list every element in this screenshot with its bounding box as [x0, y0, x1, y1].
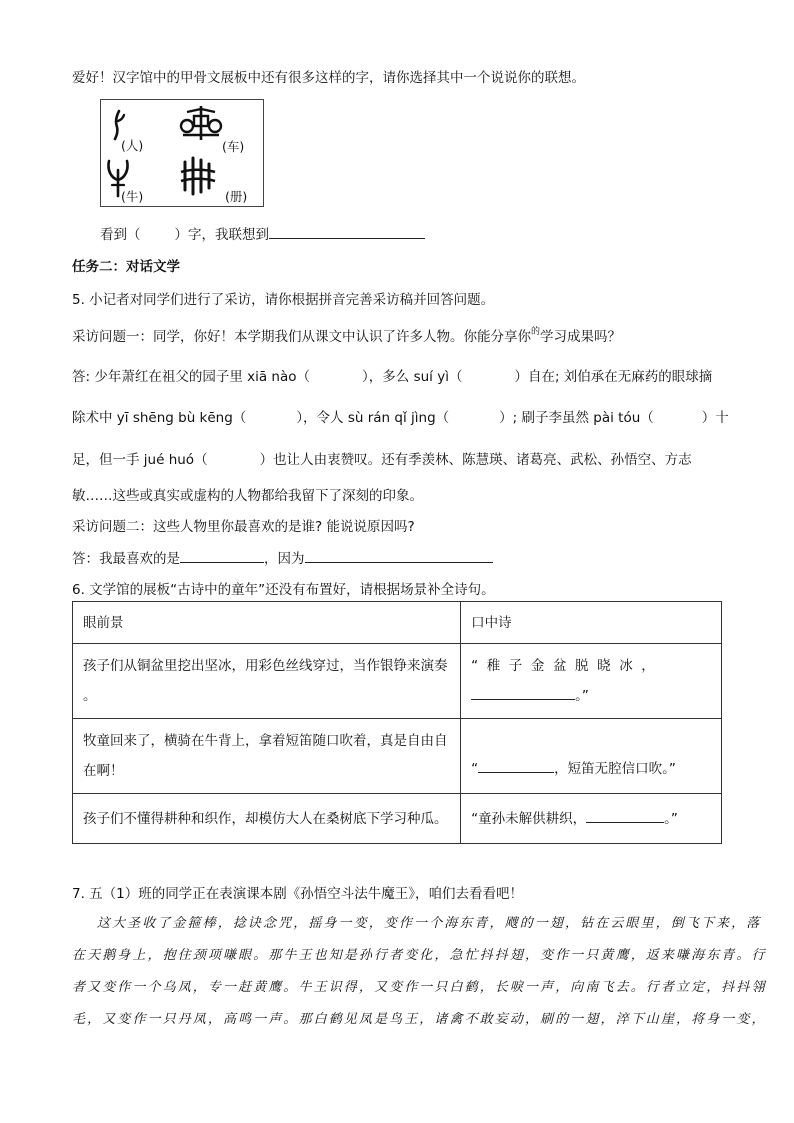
q5-ask1-text: 采访问题一：同学，你好！本学期我们从课文中认识了许多人物。你能分享你: [72, 329, 531, 345]
poem-cell: [461, 719, 722, 794]
poem-cell: [461, 644, 722, 719]
oracle-volume-glyph: [179, 156, 217, 196]
scene-cell: [73, 719, 461, 794]
glyph-label-volume: (册): [225, 189, 248, 204]
q5-ask2: 采访问题二：这些人物里你最喜欢的是谁? 能说说原因吗?: [72, 519, 415, 535]
q5-line1: [72, 365, 712, 385]
table-header-row: [73, 602, 722, 644]
oracle-bone-image: [100, 99, 264, 207]
poem-2-blank[interactable]: [478, 758, 554, 773]
favorite-blank[interactable]: [180, 548, 264, 563]
poem-3-blank[interactable]: [586, 808, 664, 823]
q5-line1-c: ）自在; 刘伯承在无麻药的眼球摘: [514, 369, 713, 385]
oracle-cart-glyph: [179, 104, 223, 142]
q5-ask1-end: 学习成果吗？: [540, 329, 622, 345]
poem-3-start: “童孙未解供耕织，: [471, 810, 587, 827]
q5-line2-a: 除术中 yī shēng bù kēng（: [72, 410, 247, 426]
association-prefix: 看到（: [100, 227, 141, 243]
passage-line: 毛，又变作一只丹凤，高鸣一声。那白鹤见凤是鸟王，诸禽不敢妄动，刷的一翅，淬下山崖，将身一变，: [72, 1012, 767, 1027]
glyph-label-ox: (牛): [121, 189, 144, 204]
q5-line3: [72, 448, 692, 468]
scene-cell: 孩子们不懂得耕种和织作，却模仿大人在桑树底下学习种瓜。: [73, 794, 461, 844]
poem-3-end: 。”: [664, 810, 678, 827]
task2-heading: 任务二：对话文学: [72, 259, 180, 275]
q7-title: 7. 五（1）班的同学正在表演课本剧《孙悟空斗法牛魔王》，咱们去看看吧！: [72, 886, 524, 902]
header-scene: 眼前景: [73, 602, 461, 644]
glyph-label-person: (人): [121, 138, 144, 153]
scene-cell: [73, 644, 461, 719]
q5-title: 5. 小记者对同学们进行了采访，请你根据拼音完善采访稿并回答问题。: [72, 292, 495, 308]
q5-line3-b: ）也让人由衷赞叹。还有季羡林、陈慧瑛、诸葛亮、武松、孙悟空、方志: [259, 452, 692, 468]
scene-1-line2: 。: [83, 688, 97, 704]
q5-line2-b: ），令人 sù rán qǐ jìng（: [296, 410, 450, 426]
passage-line: 在天鹅身上，抱住颈项嗛眼。那牛王也知是孙行者变化，急忙抖抖翅，变作一只黄鹰，返来嗛海东青。行: [72, 948, 767, 963]
scene-2-line1: 牧童回来了，横骑在牛背上，拿着短笛随口吹着，真是自由自: [83, 733, 448, 749]
poem-2-end: ，短笛无腔信口吹。”: [554, 761, 676, 777]
poem-1-line1: “ 稚 子 金 盆 脱 晓 冰 ，: [471, 658, 655, 674]
table-row: [73, 719, 722, 794]
q5-line2-c: ）; 刷子李虽然 pài tóu（: [499, 410, 654, 426]
poem-cell: [461, 794, 722, 844]
q5-answer2-a: 答：我最喜欢的是: [72, 551, 180, 567]
poem-1-blank[interactable]: [471, 685, 575, 700]
q5-line1-b: ），多么 suí yì（: [362, 369, 463, 385]
intro-line: 爱好！汉字馆中的甲骨文展板中还有很多这样的字，请你选择其中一个说说你的联想。: [72, 70, 585, 86]
association-line: [100, 223, 425, 243]
poem-2-open: “: [471, 761, 479, 777]
glyph-label-cart: (车): [222, 139, 245, 154]
table-row: [73, 644, 722, 719]
q5-answer2: [72, 547, 493, 567]
q5-line3-a: 足，但一手 jué huó（: [72, 452, 208, 468]
q5-line4: 敏……这些或真实或虚构的人物都给我留下了深刻的印象。: [72, 488, 423, 504]
q5-line2-d: ）十: [701, 410, 729, 426]
table-row: [73, 794, 722, 844]
poem-table: [72, 601, 722, 844]
scene-1-line1: 孩子们从铜盆里挖出坚冰，用彩色丝线穿过，当作银铮来演奏: [83, 658, 448, 674]
association-blank[interactable]: [269, 224, 425, 239]
poem-1-end: 。”: [575, 688, 589, 704]
q5-answer2-b: ，因为: [264, 551, 305, 567]
q5-ask1: [72, 324, 621, 345]
passage-line: 者又变作一个乌凤，专一赶黄鹰。牛王识得，又变作一只白鹤，长唳一声，向南飞去。行者立定，抖抖翎: [72, 980, 767, 995]
scene-2-line2: 在啊！: [83, 763, 124, 779]
q5-line2: [72, 406, 729, 426]
header-poem: 口中诗: [461, 602, 722, 644]
passage-line: 这大圣收了金箍棒，捻诀念咒，摇身一变，变作一个海东青，飕的一翅，钻在云眼里，倒飞下来，落: [72, 916, 762, 931]
q5-line1-a: 答: 少年萧红在祖父的园子里 xiā nào（: [72, 369, 311, 385]
reason-blank[interactable]: [305, 548, 493, 563]
q6-title: 6. 文学馆的展板“古诗中的童年”还没有布置好，请根据场景补全诗句。: [72, 582, 495, 598]
q5-ask1-small: 的: [531, 327, 541, 337]
association-middle: ）字，我联想到: [174, 227, 269, 243]
